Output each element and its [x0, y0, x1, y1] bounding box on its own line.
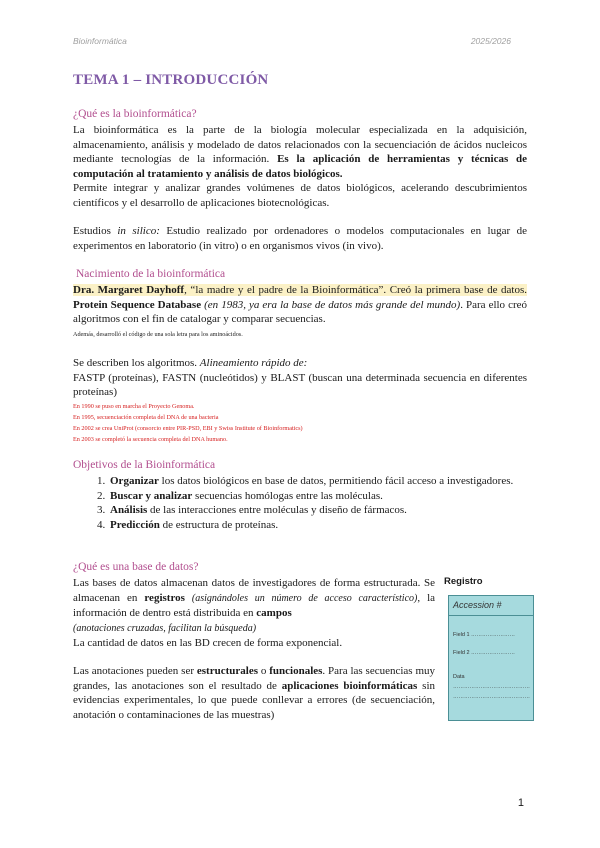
- aplicaciones-term: aplicaciones bioinformáticas: [281, 679, 418, 692]
- database-name: Protein Sequence Database: [73, 298, 202, 311]
- field-2: Field 2 ……………………: [453, 650, 516, 656]
- paragraph-algorithms: [73, 356, 527, 400]
- algorithms-list: FASTP (proteínas), FASTN (nucleótidos) y BLAST (buscan una determinada secuencia en diferentes proteínas): [73, 371, 527, 398]
- paragraph-dayhoff: [73, 283, 527, 327]
- list-item: 1. Organizar los datos biológicos en base de datos, permitiendo fácil acceso a investigadores.: [108, 474, 548, 489]
- objectives-list: [88, 474, 548, 532]
- paragraph-integration: Permite integrar y analizar grandes volúmenes de datos biológicos, acelerando descubrimientos científicos y el desarrollo de aplicaciones biotecnológicas.: [73, 182, 527, 209]
- list-item: 4. Predicción de estructura de proteínas.: [108, 518, 548, 533]
- page-number: 1: [517, 797, 524, 809]
- algorithms-italic: Alineamiento rápido de:: [199, 357, 308, 369]
- paragraph-database: Las bases de datos almacenan datos de investigadores de forma estructurada. Se almacenan en registros (asignándoles un número de acceso característico), la información de dentro está distribuida en campos (anotaciones cruzadas, facilitan la búsqueda) La cantidad de datos en las BD crecen de forma exponencial.: [73, 577, 436, 649]
- registros-term: registros: [144, 591, 185, 604]
- paragraph-definition: [73, 123, 527, 181]
- dayhoff-name: Dra. Margaret Dayhoff: [73, 284, 185, 296]
- aminoacid-note: Además, desarrolló el código de una sola letra para los aminoácidos.: [73, 331, 243, 338]
- dayhoff-quote: , “la madre y el padre de la Bioinformática”. Creó la primera base de datos.: [184, 284, 527, 296]
- growth-sentence: La cantidad de datos en las BD crecen de forma exponencial.: [73, 637, 343, 649]
- registros-note: (asignándoles un número de acceso característico): [191, 592, 418, 604]
- registro-box: [448, 595, 534, 721]
- campos-note: (anotaciones cruzadas, facilitan la búsqueda): [73, 622, 257, 634]
- database-note: (en 1983, ya era la base de datos más grande del mundo): [204, 298, 461, 311]
- in-silico-term: in silico:: [117, 225, 160, 237]
- campos-term: campos: [256, 607, 292, 619]
- event-2002: En 2002 se crea UniProt (consorcio entre PIR-PSD, EBI y Swiss Institute of Bioinformatics): [73, 425, 303, 432]
- registro-divider: [449, 615, 533, 616]
- event-2003: En 2003 se completó la secuencia completa del DNA humano.: [73, 436, 228, 443]
- section-heading-objetivos: Objetivos de la Bioinformática: [73, 459, 216, 471]
- event-1990: En 1990 se puso en marcha el Proyecto Genoma.: [73, 403, 195, 410]
- list-item: 3. Análisis de las interacciones entre moléculas y diseño de fármacos.: [108, 503, 548, 518]
- algorithms-pre: Se describen los algoritmos.: [73, 357, 198, 369]
- section-heading-nacimiento: Nacimiento de la bioinformática: [76, 268, 226, 280]
- page-title: TEMA 1 – INTRODUCCIÓN: [73, 72, 269, 88]
- definition-bold: Es la aplicación de herramientas y técnicas de computación al tratamiento y análisis de datos biológicos.: [73, 153, 527, 180]
- in-silico-rest: Estudio realizado por ordenadores o modelos computacionales en lugar de experimentos en laboratorio (in vitro) o en organismos vivos (in vivo).: [73, 225, 527, 252]
- header-subject: Bioinformática: [73, 36, 127, 46]
- section-heading-que-es: ¿Qué es la bioinformática?: [73, 108, 197, 120]
- data-dots-2: ……………………………………: [453, 694, 530, 700]
- in-silico-pre: Estudios: [73, 225, 111, 237]
- funcionales-term: funcionales: [269, 665, 323, 677]
- definition-text: La bioinformática es la parte de la biología molecular especializada en la adquisición, almacenamiento, análisis y modelado de datos relacionados con la secuenciación de ácidos nucleicos mediante tecnologías de la información.: [73, 124, 527, 165]
- event-1995: En 1995, secuenciación completa del DNA de una bacteria: [73, 414, 219, 421]
- registro-title: Registro: [444, 576, 483, 587]
- paragraph-annotations: Las anotaciones pueden ser estructurales o funcionales. Para las secuencias muy grandes, las anotaciones son el resultado de aplicaciones bioinformáticas sin evidencias experimentales, lo que puede conllevar a errores (de secuenciación, anotación o contaminaciones de las muestras): [73, 665, 436, 721]
- accession-label: Accession #: [453, 600, 502, 610]
- field-1: Field 1 ……………………: [453, 632, 516, 638]
- header-year: 2025/2026: [470, 36, 511, 46]
- section-heading-base-datos: ¿Qué es una base de datos?: [73, 561, 199, 573]
- dayhoff-tail: . Para ello creó algoritmos con el fin de catalogar y comparar secuencias.: [73, 298, 528, 325]
- paragraph-in-silico: [73, 224, 527, 253]
- estructurales-term: estructurales: [196, 665, 258, 677]
- list-item: 2. Buscar y analizar secuencias homólogas entre las moléculas.: [108, 489, 548, 504]
- data-label: Data: [453, 674, 465, 680]
- data-dots-1: ……………………………………: [453, 684, 530, 690]
